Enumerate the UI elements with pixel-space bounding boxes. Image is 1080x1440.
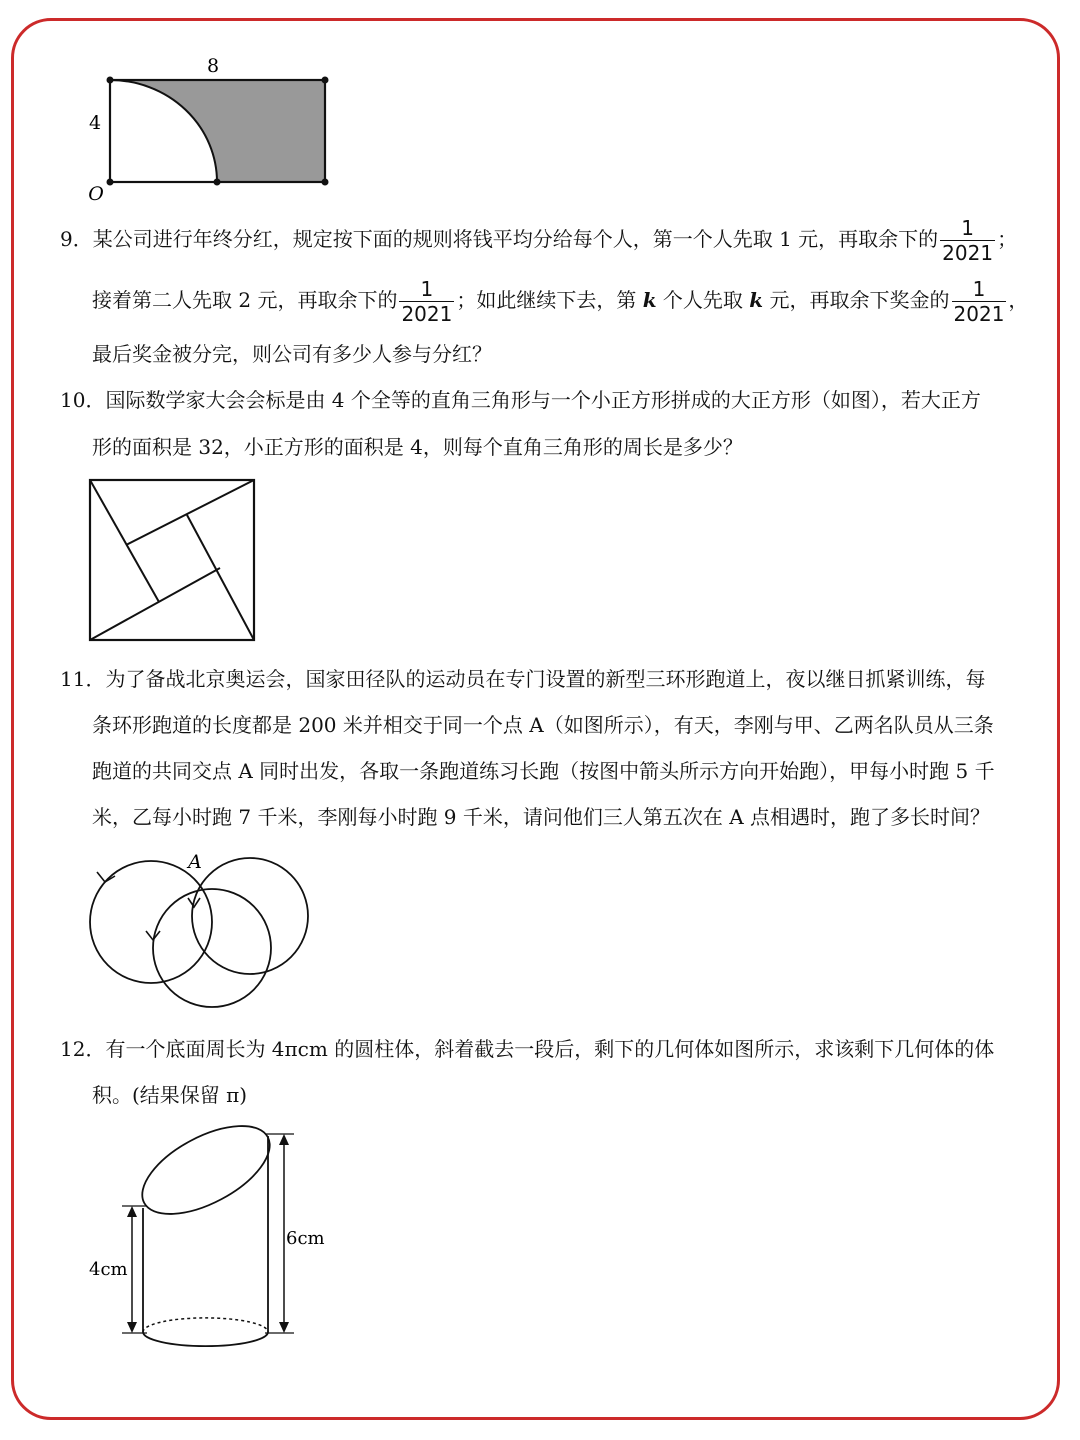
point-a-label: A	[188, 851, 202, 873]
q9-line-1: 9．某公司进行年终分红，规定按下面的规则将钱平均分给每个人，第一个人先取 1 元，再取余下的 $\frac{1}{2021}$ ；	[60, 216, 1018, 265]
q10-line-2: 形的面积是 32，小正方形的面积是 4，则每个直角三角形的周长是多少？	[92, 435, 743, 459]
q10-line-1: 10．国际数学家大会会标是由 4 个全等的直角三角形与一个小正方形拼成的大正方形（如图），若大正方	[60, 388, 981, 412]
right-height-label: 6cm	[286, 1228, 325, 1249]
fraction: $\frac{1}{2021}$	[401, 277, 453, 326]
cut-cylinder-figure	[82, 1124, 342, 1364]
rect-top-label: 8	[206, 55, 220, 77]
q11-line-4: 米，乙每小时跑 7 千米，李刚每小时跑 9 千米，请问他们三人第五次在 A 点相遇时，跑了多长时间？	[92, 805, 991, 829]
rect-left-label: 4	[88, 112, 102, 134]
q9-line-3: 最后奖金被分完，则公司有多少人参与分红？	[92, 342, 492, 366]
q9-line-2: 接着第二人先取 2 元，再取余下的 $\frac{1}{2021}$ ；如此继续下去，第 k 个人先取 k 元，再取余下奖金的 $\frac{1}{2021}$ ，	[92, 277, 1029, 326]
three-circles-figure	[85, 848, 315, 1013]
q11-line-2: 条环形跑道的长度都是 200 米并相交于同一个点 A（如图所示），有天，李刚与甲、乙两名队员从三条	[92, 713, 994, 737]
rectangle-quarter-circle-figure	[80, 52, 350, 205]
pinwheel-square-figure	[88, 478, 258, 644]
left-height-label: 4cm	[89, 1259, 128, 1280]
fraction: $\frac{1}{2021}$	[942, 216, 994, 265]
rect-origin-label: O	[88, 183, 104, 205]
q11-line-1: 11．为了备战北京奥运会，国家田径队的运动员在专门设置的新型三环形跑道上，夜以继日抓紧训练，每	[60, 667, 986, 691]
q11-line-3: 跑道的共同交点 A 同时出发，各取一条跑道练习长跑（按图中箭头所示方向开始跑），甲每小时跑 5 千	[92, 759, 995, 783]
q12-line-2: 积。(结果保留 π)	[92, 1083, 248, 1107]
q12-line-1: 12．有一个底面周长为 4πcm 的圆柱体，斜着截去一段后，剩下的几何体如图所示，求该剩下几何体的体	[60, 1037, 995, 1061]
fraction: $\frac{1}{2021}$	[953, 277, 1005, 326]
